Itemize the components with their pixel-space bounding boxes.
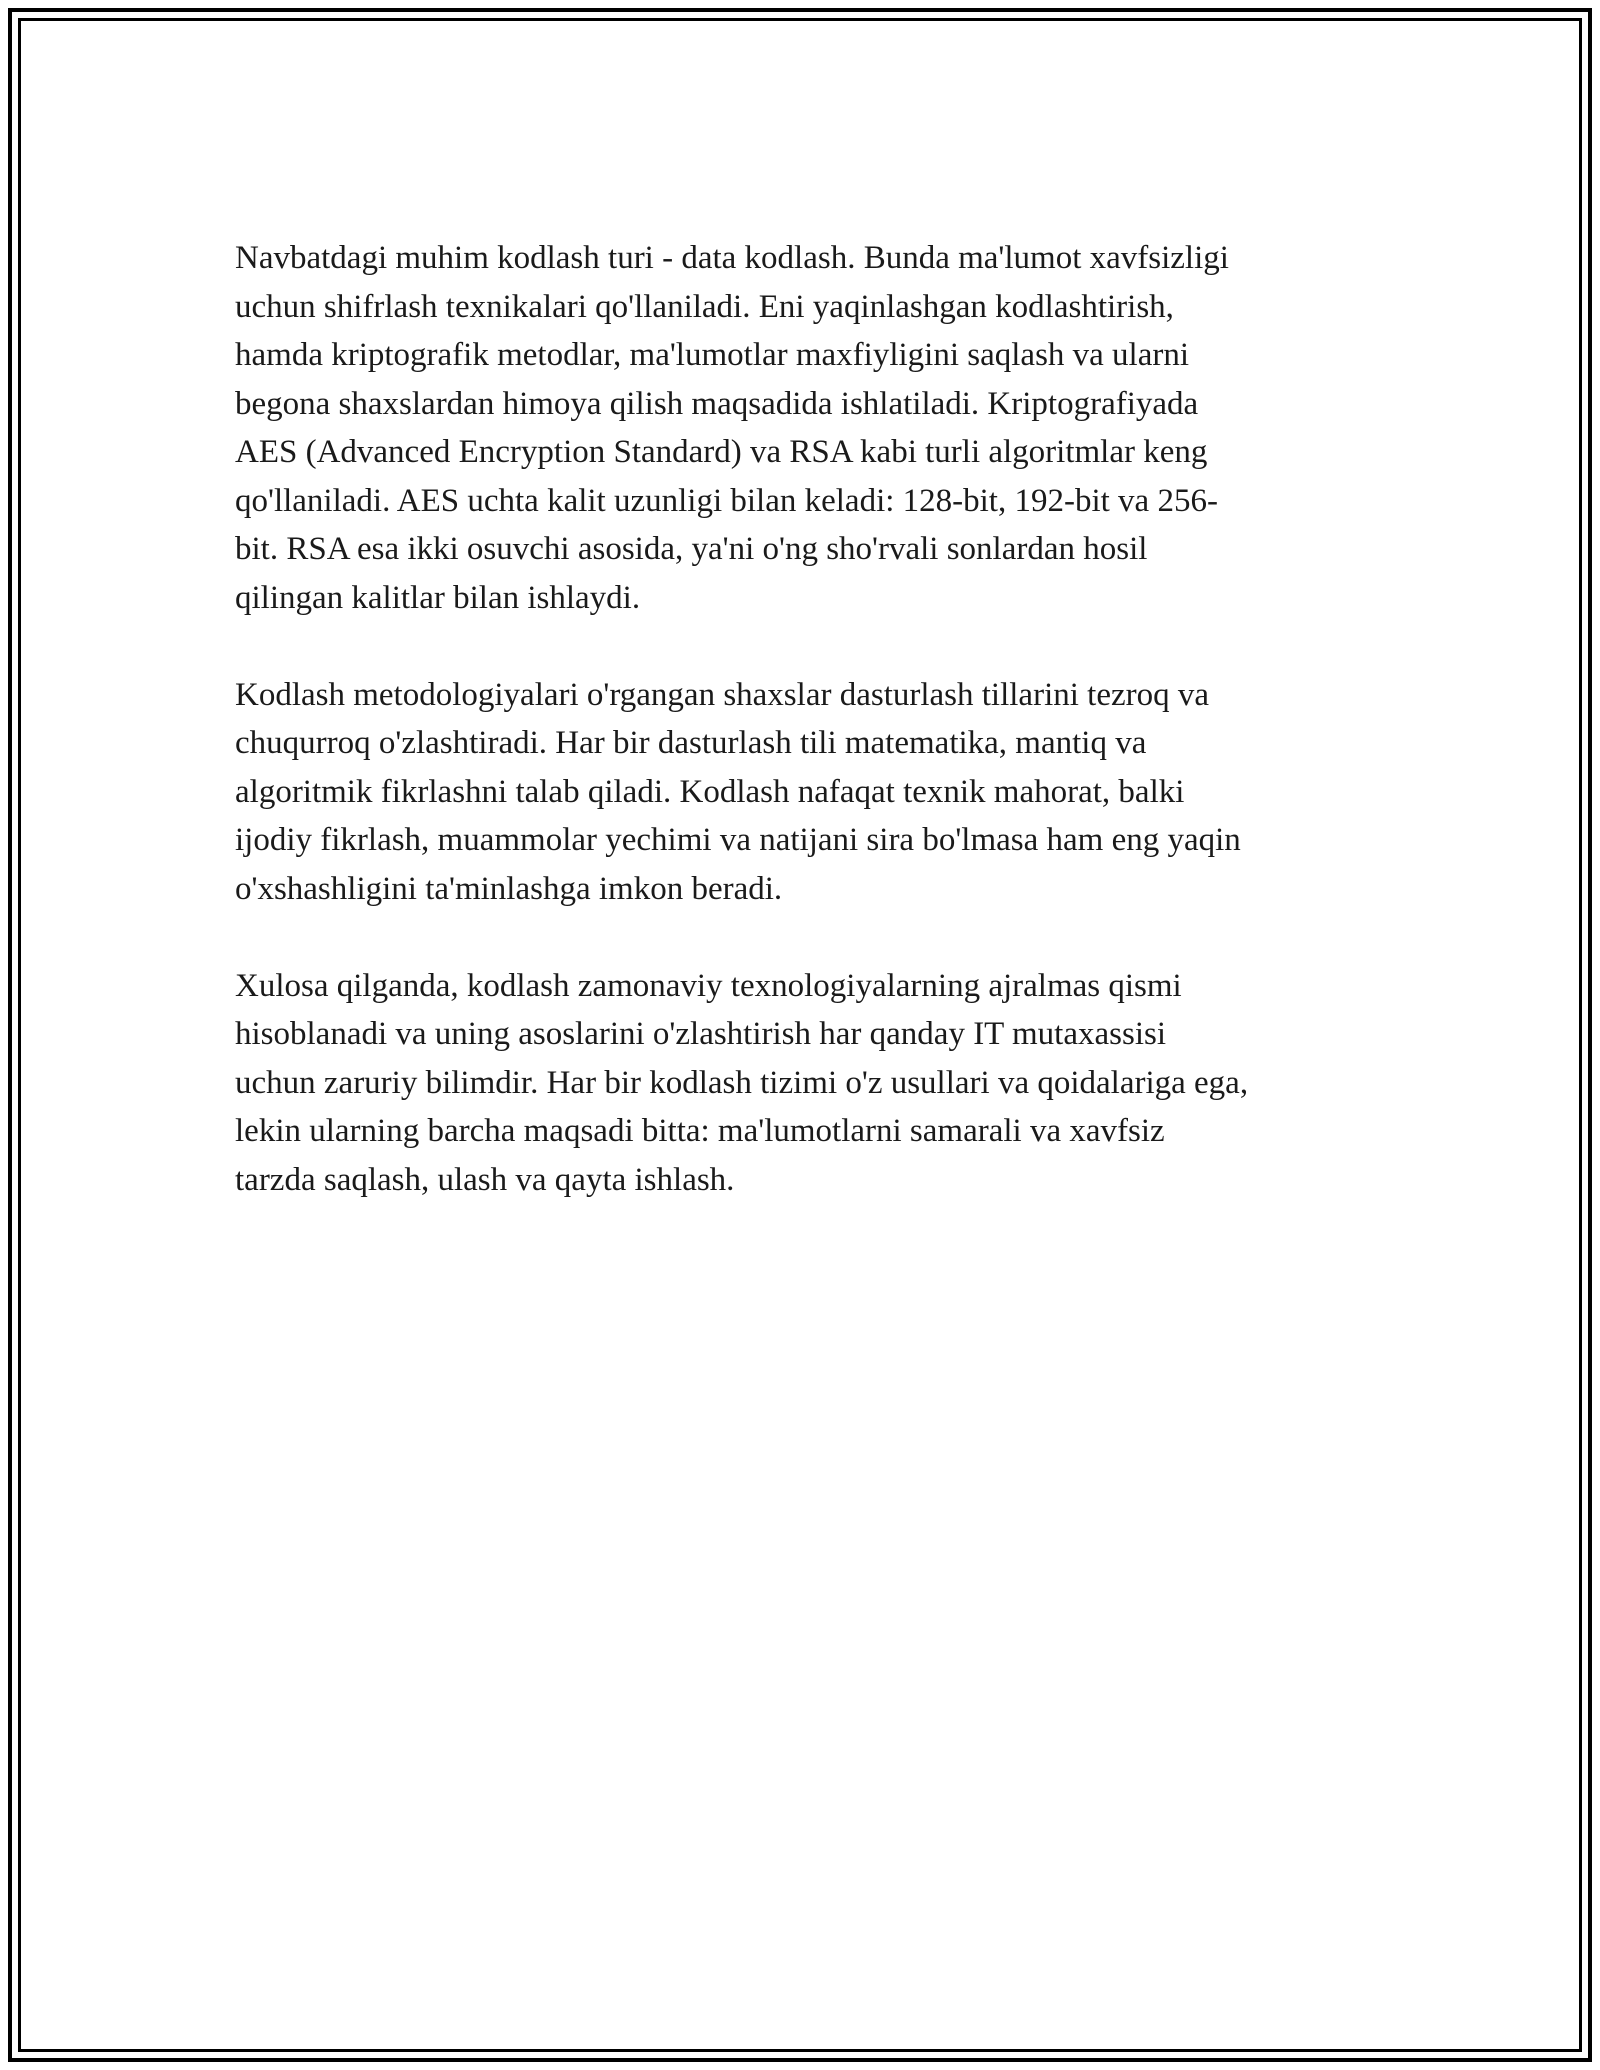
text-line: o'xshashligini ta'minlashga imkon beradi.: [235, 870, 783, 907]
text-line: bit. RSA esa ikki osuvchi asosida, ya'ni o'ng sho'rvali sonlardan hosil: [235, 531, 1148, 567]
paragraph-conclusion: [235, 962, 1380, 1205]
text-line: hamda kriptografik metodlar, ma'lumotlar maxfiyligini saqlash va ularni: [235, 337, 1190, 373]
document-body: [235, 234, 1380, 1253]
text-line: ijodiy fikrlash, muammolar yechimi va natijani sira bo'lmasa ham eng yaqin: [235, 822, 1241, 858]
text-line: uchun zaruriy bilimdir. Har bir kodlash tizimi o'z usullari va qoidalariga ega,: [235, 1064, 1249, 1101]
paragraph-data-encoding: [235, 234, 1380, 622]
text-line: algoritmik fikrlashni talab qiladi. Kodlash nafaqat texnik mahorat, balki: [235, 773, 1185, 810]
text-line: chuqurroq o'zlashtiradi. Har bir dasturlash tili matematika, mantiq va: [235, 725, 1147, 761]
text-line: uchun shifrlash texnikalari qo'llaniladi. Eni yaqinlashgan kodlashtirish,: [235, 288, 1174, 325]
text-line: lekin ularning barcha maqsadi bitta: ma'lumotlarni samarali va xavfsiz: [235, 1113, 1165, 1149]
text-line: begona shaxslardan himoya qilish maqsadida ishlatiladi. Kriptografiyada: [235, 385, 1199, 422]
text-line: AES (Advanced Encryption Standard) va RSA kabi turli algoritmlar keng: [235, 434, 1208, 470]
text-line: Xulosa qilganda, kodlash zamonaviy texnologiyalarning ajralmas qismi: [235, 967, 1182, 1004]
paragraph-methodologies: [235, 671, 1380, 914]
text-line: Navbatdagi muhim kodlash turi - data kodlash. Bunda ma'lumot xavfsizligi: [235, 240, 1229, 276]
text-line: Kodlash metodologiyalari o'rgangan shaxslar dasturlash tillarini tezroq va: [235, 676, 1209, 713]
text-line: hisoblanadi va uning asoslarini o'zlashtirish har qanday IT mutaxassisi: [235, 1016, 1166, 1052]
text-line: qo'llaniladi. AES uchta kalit uzunligi bilan keladi: 128-bit, 192-bit va 256-: [235, 482, 1218, 519]
text-line: tarzda saqlash, ulash va qayta ishlash.: [235, 1161, 735, 1198]
text-line: qilingan kalitlar bilan ishlaydi.: [235, 579, 641, 616]
